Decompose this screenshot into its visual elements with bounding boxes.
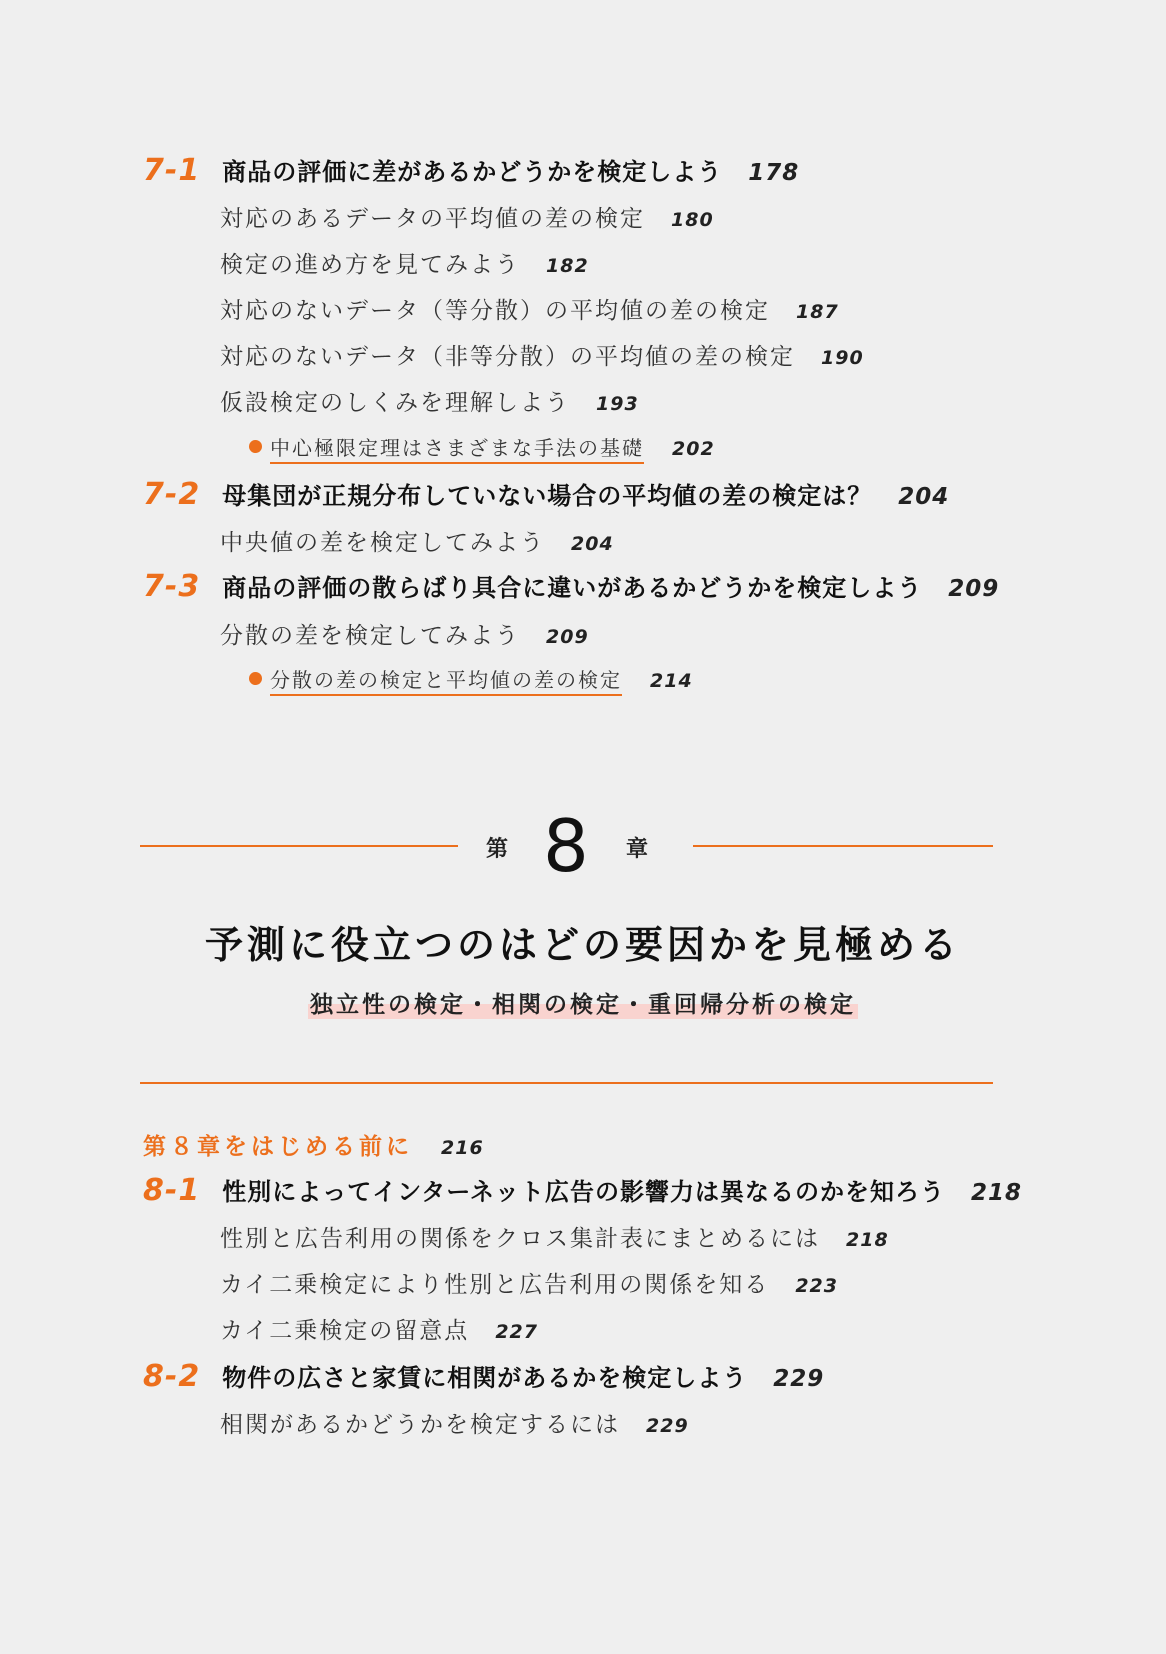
- page-number: 229: [773, 1366, 825, 1392]
- subsection-title: カイ二乗検定により性別と広告利用の関係を知る: [220, 1272, 770, 1298]
- section-number: 8-1: [143, 1173, 201, 1208]
- subsection-title: 仮設検定のしくみを理解しよう: [220, 390, 570, 416]
- subsection-title: 対応のないデータ（非等分散）の平均値の差の検定: [220, 344, 795, 370]
- toc-subsection[interactable]: [220, 1266, 838, 1299]
- page-number: 209: [546, 626, 589, 648]
- page-number: 178: [748, 160, 800, 186]
- section-number: 7-3: [143, 569, 201, 604]
- toc-section-7-1[interactable]: [143, 152, 799, 188]
- page-number: 187: [796, 301, 839, 323]
- section-number: 8-2: [143, 1359, 201, 1394]
- toc-subsection[interactable]: [220, 1312, 538, 1345]
- page-number: 204: [898, 484, 950, 510]
- subsection-title: カイ二乗検定の留意点: [220, 1318, 470, 1344]
- chapter-rule-right: [693, 845, 993, 847]
- column-title: 分散の差の検定と平均値の差の検定: [270, 664, 622, 696]
- page-number: 227: [495, 1321, 538, 1343]
- page-number: 218: [971, 1180, 1023, 1206]
- toc-subsection[interactable]: [220, 524, 614, 557]
- toc-section-7-3[interactable]: [143, 568, 999, 604]
- chapter-title: 予測に役立つのはどの要因かを見極める: [204, 923, 961, 967]
- subsection-title: 対応のないデータ（等分散）の平均値の差の検定: [220, 298, 770, 324]
- toc-column-note[interactable]: [249, 432, 715, 464]
- toc-subsection[interactable]: [220, 617, 589, 650]
- toc-section-7-2[interactable]: [143, 476, 949, 512]
- subsection-title: 対応のあるデータの平均値の差の検定: [220, 206, 645, 232]
- toc-subsection[interactable]: [220, 338, 864, 371]
- toc-section-8-1[interactable]: [143, 1172, 1022, 1208]
- chapter-subtitle: 独立性の検定・相関の検定・重回帰分析の検定: [308, 986, 858, 1019]
- column-title: 中心極限定理はさまざまな手法の基礎: [270, 432, 644, 464]
- toc-subsection[interactable]: [220, 200, 714, 233]
- toc-subsection[interactable]: [220, 292, 839, 325]
- page-number: 190: [821, 347, 864, 369]
- bullet-dot-icon: [249, 440, 262, 453]
- intro-title: 第８章をはじめる前に: [143, 1134, 413, 1160]
- section-number: 7-2: [143, 477, 201, 512]
- section-title: 商品の評価に差があるかどうかを検定しよう: [222, 158, 723, 186]
- toc-subsection[interactable]: [220, 1220, 889, 1253]
- section-number: 7-1: [143, 153, 201, 188]
- chapter-number: 8: [543, 804, 589, 888]
- page-number: 223: [795, 1275, 838, 1297]
- chapter-rule-left: [140, 845, 458, 847]
- subsection-title: 分散の差を検定してみよう: [220, 623, 520, 649]
- page-number: 182: [546, 255, 589, 277]
- page-number: 202: [672, 438, 715, 460]
- section-title: 母集団が正規分布していない場合の平均値の差の検定は？: [222, 482, 873, 510]
- chapter-rule-bottom: [140, 1082, 993, 1084]
- page-number: 229: [646, 1415, 689, 1437]
- bullet-dot-icon: [249, 672, 262, 685]
- chapter-label-post: 章: [626, 837, 649, 862]
- toc-column-note[interactable]: [249, 664, 693, 696]
- subsection-title: 検定の進め方を見てみよう: [220, 252, 520, 278]
- page-number: 214: [650, 670, 693, 692]
- page-number: 216: [441, 1137, 484, 1159]
- subsection-title: 性別と広告利用の関係をクロス集計表にまとめるには: [220, 1226, 820, 1252]
- subsection-title: 相関があるかどうかを検定するには: [220, 1412, 620, 1438]
- toc-subsection[interactable]: [220, 1406, 689, 1439]
- toc-section-8-2[interactable]: [143, 1358, 824, 1394]
- section-title: 商品の評価の散らばり具合に違いがあるかどうかを検定しよう: [222, 574, 923, 602]
- page-number: 193: [596, 393, 639, 415]
- page-number: 180: [671, 209, 714, 231]
- chapter-label-pre: 第: [486, 837, 509, 862]
- page-number: 209: [948, 576, 1000, 602]
- subsection-title: 中央値の差を検定してみよう: [220, 530, 545, 556]
- section-title: 物件の広さと家賃に相関があるかを検定しよう: [222, 1364, 748, 1392]
- toc-chapter-intro[interactable]: [143, 1128, 484, 1161]
- toc-subsection[interactable]: [220, 246, 589, 279]
- page-number: 204: [571, 533, 614, 555]
- page-number: 218: [846, 1229, 889, 1251]
- chapter-subtitle-wrap: [0, 986, 1166, 1019]
- toc-subsection[interactable]: [220, 384, 639, 417]
- section-title: 性別によってインターネット広告の影響力は異なるのかを知ろう: [222, 1178, 946, 1206]
